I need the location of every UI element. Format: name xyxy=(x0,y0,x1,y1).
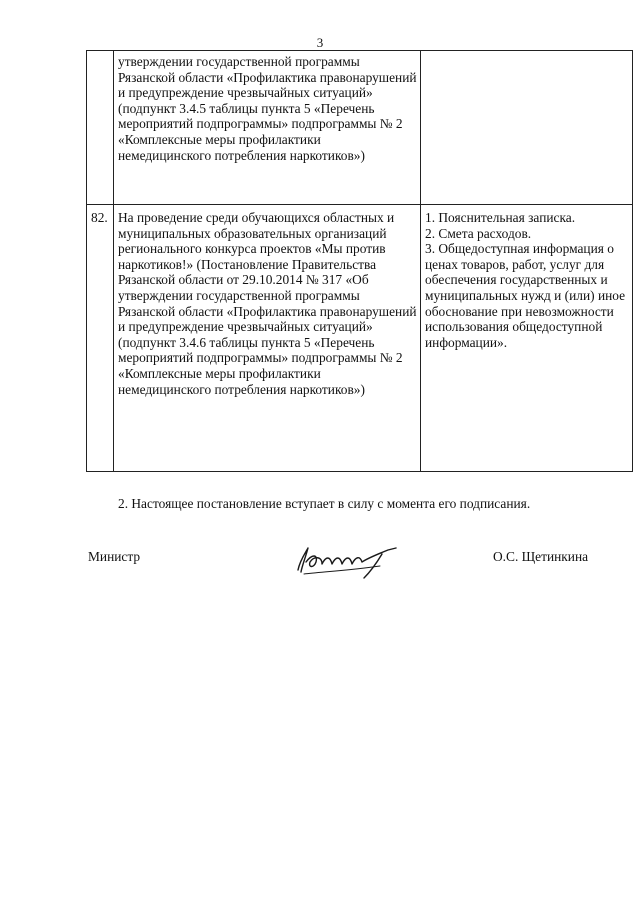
row-requirements-cell xyxy=(421,51,633,205)
requirement-item: 2. Смета расходов. xyxy=(425,225,532,241)
signatory-title: Министр xyxy=(88,549,141,564)
row-requirements-cell xyxy=(421,205,633,472)
document-table xyxy=(86,50,633,472)
signatory-name: О.С. Щетинкина xyxy=(493,549,589,564)
row-number-cell: 82. xyxy=(87,205,114,472)
row-number-cell xyxy=(87,51,114,205)
table-row xyxy=(87,51,633,205)
effective-date-paragraph: 2. Настоящее постановление вступает в силу с момента его подписания. xyxy=(118,496,531,511)
table-row xyxy=(87,205,633,472)
page-number: 3 xyxy=(316,35,324,50)
row-description-cell: На проведение среди обучающихся областных и муниципальных образовательных организаций регионального конкурса проектов «Мы против наркотиков!» (Постановление Правительства Рязанской области от 29.10.2014 № 317 «Об утверждении государственной программы Рязанской области «Профилактика правонарушений и предупреждение чрезвычайных ситуаций» (подпункт 3.4.6 таблицы пункта 5 «Перечень мероприятий подпрограммы» подпрограммы № 2 «Комплексные меры профилактики немедицинского потребления наркотиков») xyxy=(114,205,421,472)
requirement-item: 3. Общедоступная информация о ценах товаров, работ, услуг для обеспечения государственных и муниципальных нужд и (или) иное обоснование при невозможности использования общедоступной информации». xyxy=(425,241,626,350)
row-description-cell: утверждении государственной программы Рязанской области «Профилактика правонарушений и предупреждение чрезвычайных ситуаций» (подпункт 3.4.5 таблицы пункта 5 «Перечень мероприятий подпрограммы» подпрограммы № 2 «Комплексные меры профилактики немедицинского потребления наркотиков») xyxy=(114,51,421,205)
handwritten-signature xyxy=(292,540,412,580)
requirement-item: 1. Пояснительная записка. xyxy=(425,210,576,225)
